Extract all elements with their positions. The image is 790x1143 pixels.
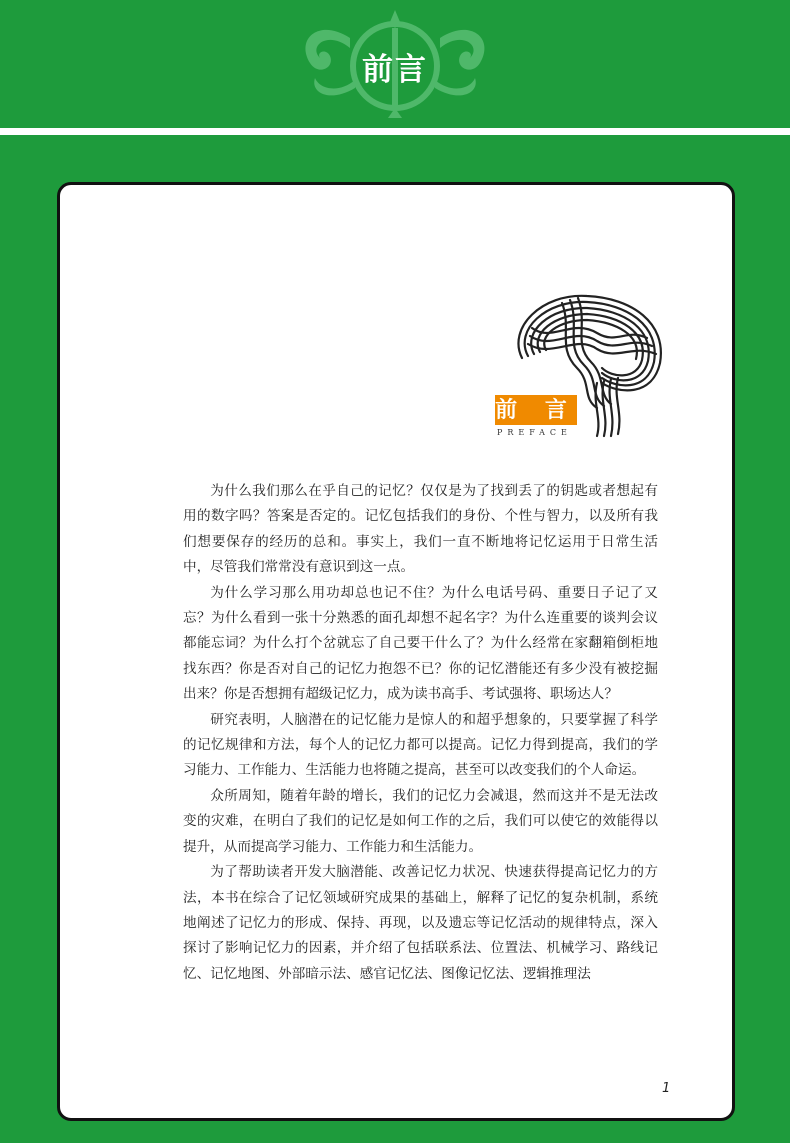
page-header — [0, 0, 790, 125]
paragraph: 为什么学习那么用功却总也记不住？为什么电话号码、重要日子记了又忘？为什么看到一张十分熟悉的面孔却想不起名字？为什么连重要的谈判会议都能忘词？为什么打个岔就忘了自己要干什么了？为什么经常在家翻箱倒柜地找东西？你是否对自己的记忆力抱怨不已？你的记忆潜能还有多少没有被挖掘出来？你是否想拥有超级记忆力，成为读书高手、考试强将、职场达人？ — [183, 584, 658, 703]
preface-badge-title: 前 言 — [495, 397, 577, 423]
page-number: 1 — [662, 1081, 671, 1096]
header-divider — [0, 128, 790, 135]
paragraph: 研究表明，人脑潜在的记忆能力是惊人的和超乎想象的，只要掌握了科学的记忆规律和方法，每个人的记忆力都可以提高。记忆力得到提高，我们的学习能力、工作能力、生活能力也将随之提高，甚至可以改变我们的个人命运。 — [183, 711, 658, 779]
paragraph: 众所周知，随着年龄的增长，我们的记忆力会减退，然而这并不是无法改变的灾难，在明白了我们的记忆是如何工作的之后，我们可以使它的效能得以提升，从而提高学习能力、工作能力和生活能力。 — [183, 787, 658, 855]
paragraph: 为了帮助读者开发大脑潜能、改善记忆力状况、快速获得提高记忆力的方法，本书在综合了记忆领域研究成果的基础上，解释了记忆的复杂机制，系统地阐述了记忆力的形成、保持、再现，以及遗忘等记忆活动的规律特点，深入探讨了影响记忆力的因素，并介绍了包括联系法、位置法、机械学习、路线记忆、记忆地图、外部暗示法、感官记忆法、图像记忆法、逻辑推理法 — [183, 864, 658, 982]
preface-badge-subtitle: PREFACE — [497, 428, 572, 437]
paragraph: 为什么我们那么在乎自己的记忆？仅仅是为了找到丢了的钥匙或者想起有用的数字吗？答案是否定的。记忆包括我们的身份、个性与智力，以及所有我们想要保存的经历的总和。事实上，我们一直不断地将记忆运用于日常生活中，尽管我们常常没有意识到这一点。 — [183, 483, 658, 576]
preface-body — [183, 479, 658, 987]
header-title: 前言 — [362, 52, 428, 88]
